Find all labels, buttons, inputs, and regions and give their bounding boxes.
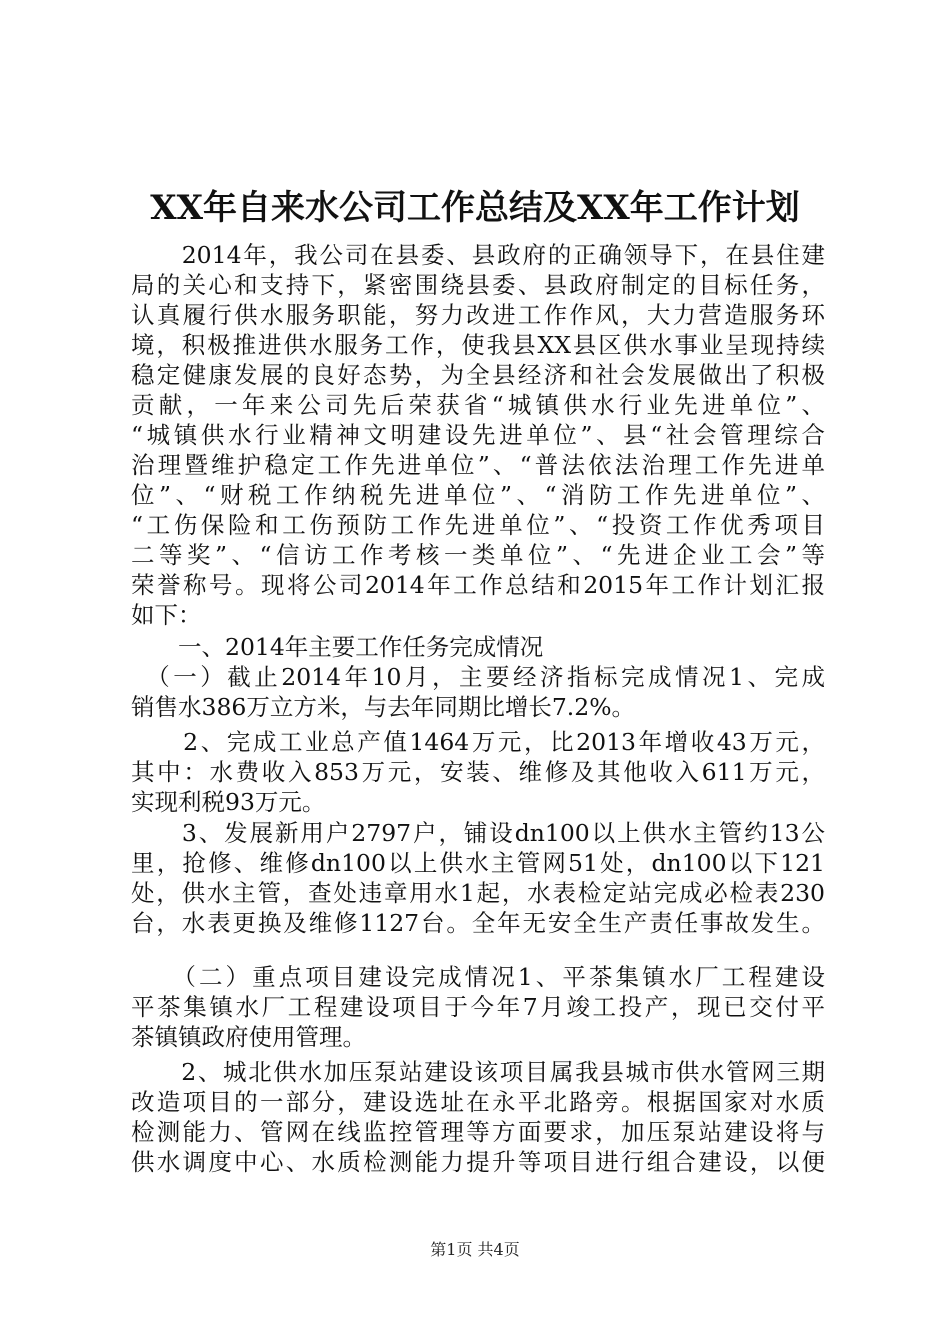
text-line: “城镇供水行业精神文明建设先进单位”、县“社会管理综合 — [131, 421, 825, 449]
text-line: 茶镇镇政府使用管理。 — [131, 1023, 366, 1051]
text-line: 境，积极推进供水服务工作，使我县XX县区供水事业呈现持续 — [131, 331, 825, 359]
text-line: 里，抢修、维修dn100以上供水主管网51处，dn100以下121 — [131, 849, 825, 877]
text-line: 检测能力、管网在线监控管理等方面要求，加压泵站建设将与 — [131, 1118, 825, 1146]
section-1-paragraph-3 — [131, 818, 825, 938]
text-line: （一）截止2014年10月，主要经济指标完成情况1、完成 — [131, 663, 825, 691]
section-2-paragraph-1 — [131, 962, 825, 1052]
text-line: 如下： — [131, 601, 202, 629]
text-line: “工伤保险和工伤预防工作先进单位”、“投资工作优秀项目 — [131, 511, 825, 539]
section-1-paragraph-2 — [131, 727, 825, 817]
page-number-footer: 第1页 共4页 — [430, 1240, 520, 1259]
text-line: 供水调度中心、水质检测能力提升等项目进行组合建设，以便 — [131, 1148, 825, 1176]
section-heading — [131, 632, 825, 662]
text-line: 位”、“财税工作纳税先进单位”、“消防工作先进单位”、 — [131, 481, 825, 509]
section-1-paragraph-1 — [131, 662, 825, 722]
text-line: 销售水386万立方米，与去年同期比增长7.2%。 — [131, 693, 636, 721]
text-line: 治理暨维护稳定工作先进单位”、“普法依法治理工作先进单 — [131, 451, 825, 479]
text-line: （二）重点项目建设完成情况1、平茶集镇水厂工程建设 — [131, 963, 825, 991]
text-line: 实现利税93万元。 — [131, 788, 326, 816]
text-line: 2014年，我公司在县委、县政府的正确领导下，在县住建 — [131, 241, 825, 269]
text-line: 台，水表更换及维修1127台。全年无安全生产责任事故发生。 — [131, 909, 825, 937]
text-line: 2、城北供水加压泵站建设该项目属我县城市供水管网三期 — [131, 1058, 825, 1086]
text-line: 改造项目的一部分，建设选址在永平北路旁。根据国家对水质 — [131, 1088, 825, 1116]
text-line: 认真履行供水服务职能，努力改进工作作风，大力营造服务环 — [131, 301, 825, 329]
text-line: 3、发展新用户2797户，铺设dn100以上供水主管约13公 — [131, 819, 825, 847]
intro-paragraph — [131, 240, 825, 630]
section-2-paragraph-2 — [131, 1057, 825, 1177]
text-line: 二等奖”、“信访工作考核一类单位”、“先进企业工会”等 — [131, 541, 825, 569]
text-line: 贡献，一年来公司先后荣获省“城镇供水行业先进单位”、 — [131, 391, 825, 419]
document-title: XX年自来水公司工作总结及XX年工作计划 — [150, 188, 800, 228]
text-line: 稳定健康发展的良好态势，为全县经济和社会发展做出了积极 — [131, 361, 825, 389]
text-line: 2、完成工业总产值1464万元，比2013年增收43万元， — [131, 728, 825, 756]
text-line: 处，供水主管，查处违章用水1起，水表检定站完成必检表230 — [131, 879, 825, 907]
text-line: 其中：水费收入853万元，安装、维修及其他收入611万元， — [131, 758, 825, 786]
text-line: 局的关心和支持下，紧密围绕县委、县政府制定的目标任务， — [131, 271, 825, 299]
text-line: 荣誉称号。现将公司2014年工作总结和2015年工作计划汇报 — [131, 571, 825, 599]
section-1-heading: 一、2014年主要工作任务完成情况 — [131, 633, 544, 661]
text-line: 平茶集镇水厂工程建设项目于今年7月竣工投产，现已交付平 — [131, 993, 825, 1021]
